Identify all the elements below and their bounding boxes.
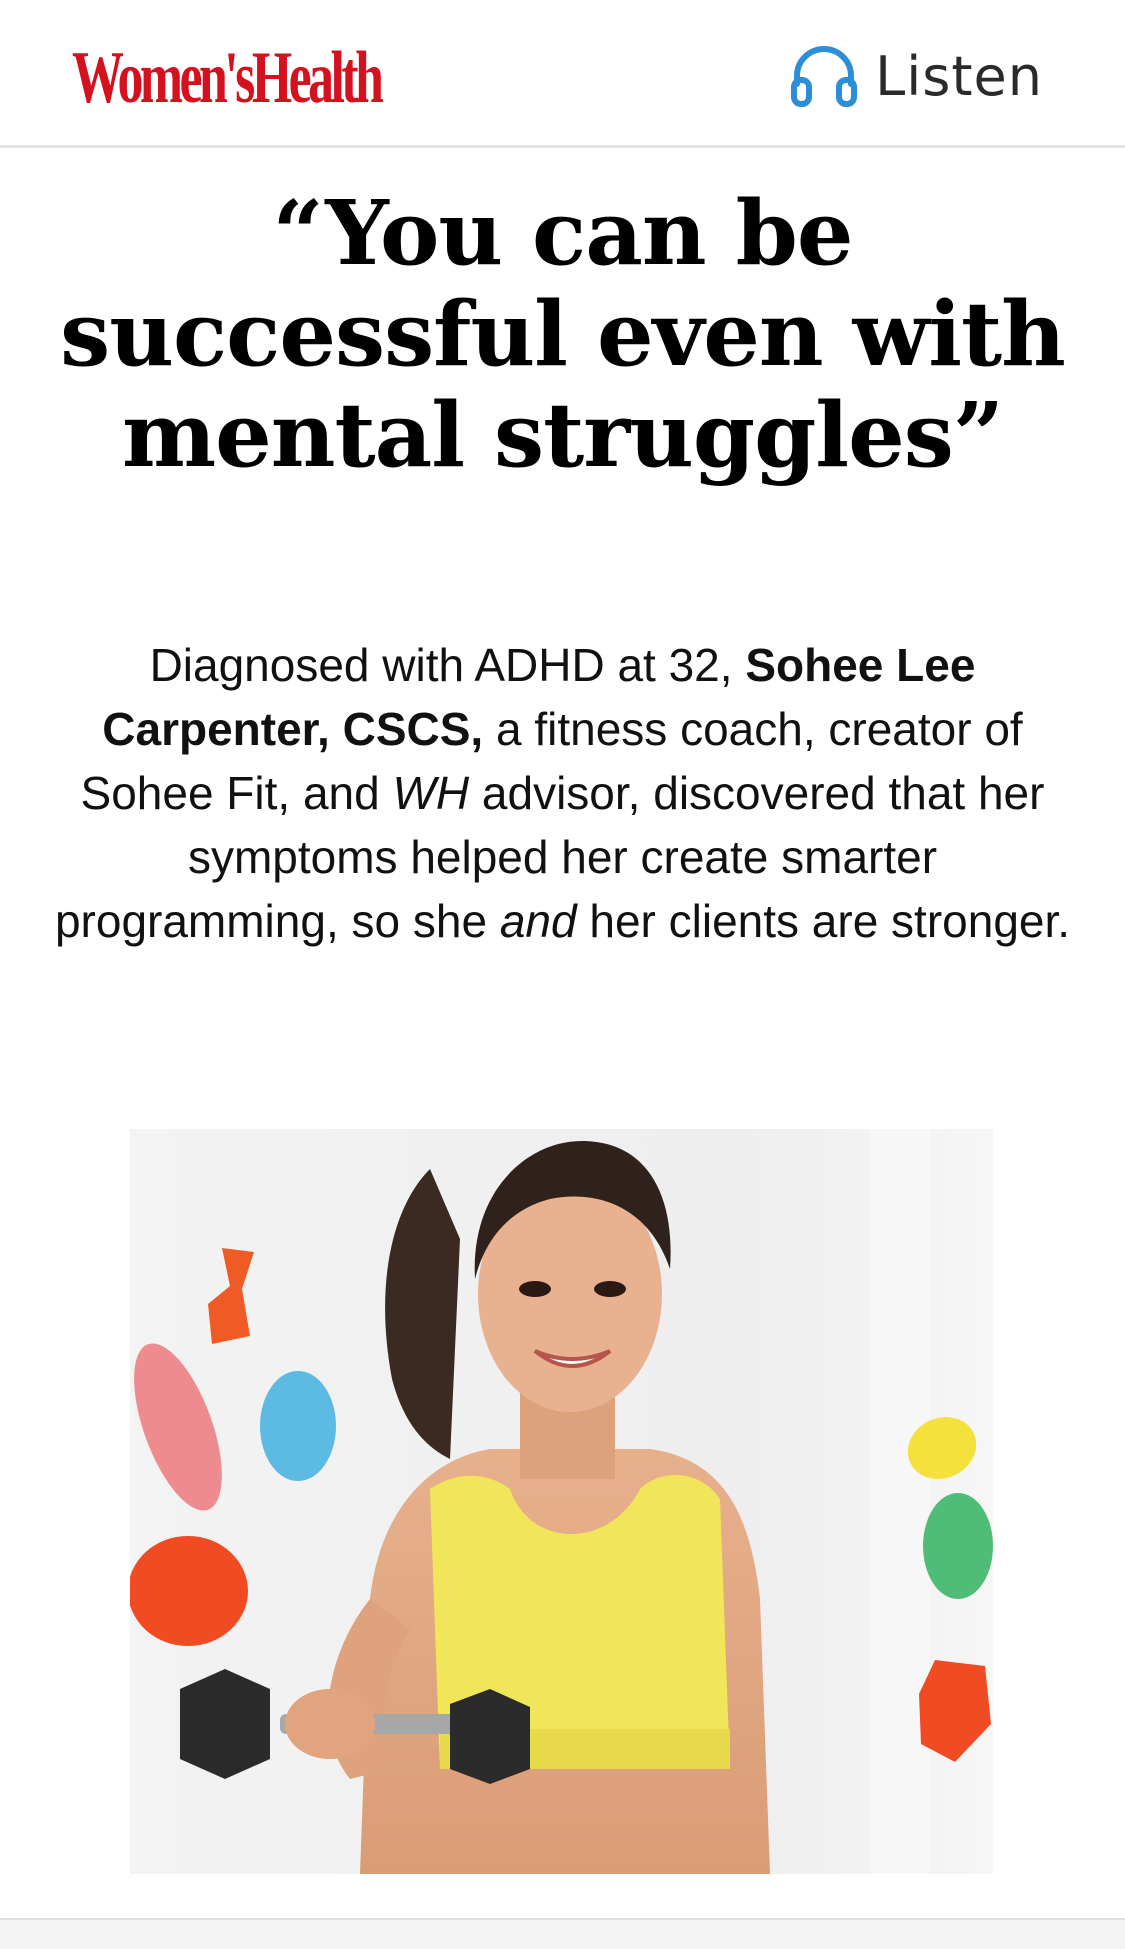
orange-paint-blob [202, 1244, 260, 1349]
deck-text-1: Diagnosed with ADHD at 32, [149, 639, 746, 691]
red-orange-paint-blob [915, 1654, 993, 1766]
article-deck [40, 633, 1085, 953]
deck-text-2: a fitness coach, creator of Sohee Fit, and [80, 703, 1023, 819]
headphones-icon [789, 44, 859, 108]
deck-text-3: advisor, discovered that her symptoms helped her create smarter programming, so she [54, 767, 1045, 947]
top-navigation-bar [0, 0, 1125, 148]
yellow-paint-blob [905, 1412, 980, 1484]
womens-health-logo[interactable]: Women'sHealth [72, 37, 381, 119]
deck-text-4: her clients are stronger. [576, 895, 1071, 947]
green-paint-blob [920, 1491, 993, 1601]
article-headline: “You can be successful even with mental struggles” [60, 180, 1065, 487]
listen-label: Listen [875, 44, 1043, 108]
pink-paint-blob [130, 1337, 230, 1517]
listen-button[interactable] [789, 40, 1043, 112]
deck-and: and [499, 895, 577, 947]
blue-paint-blob [258, 1369, 338, 1484]
bottom-toolbar-edge [0, 1918, 1125, 1949]
hero-image [130, 1129, 993, 1874]
orange-round-paint-blob [130, 1534, 260, 1649]
deck-wh: WH [392, 767, 470, 819]
deck-name: Sohee Lee Carpenter, CSCS, [102, 639, 976, 755]
